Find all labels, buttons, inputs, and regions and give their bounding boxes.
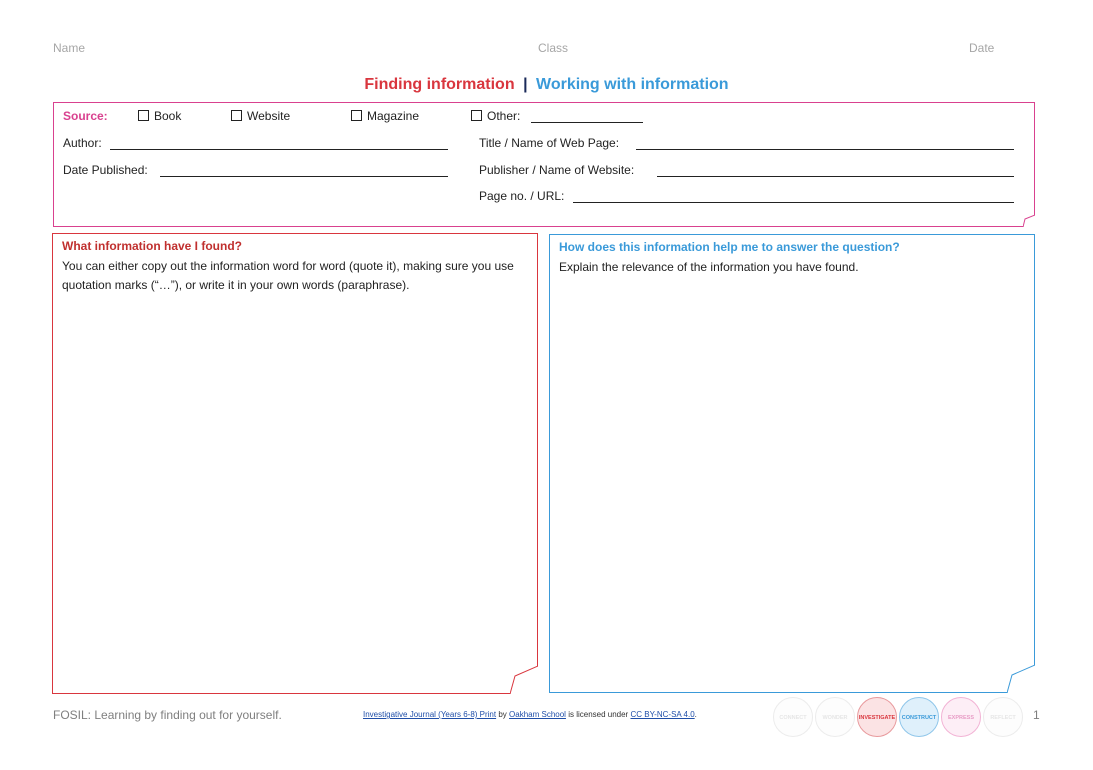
magazine-checkbox[interactable] xyxy=(351,110,362,121)
other-input-line[interactable] xyxy=(531,122,643,123)
website-checkbox[interactable] xyxy=(231,110,242,121)
found-panel-title: What information have I found? xyxy=(62,239,242,253)
stage-connect-circle: CONNECT xyxy=(773,697,813,737)
other-checkbox[interactable] xyxy=(471,110,482,121)
date-published-input-line[interactable] xyxy=(160,176,448,177)
stage-express-circle: EXPRESS xyxy=(941,697,981,737)
license-mid: is licensed under xyxy=(568,710,629,719)
license-end: . xyxy=(694,710,697,719)
author-input-line[interactable] xyxy=(110,149,448,150)
other-label: Other: xyxy=(487,109,521,123)
title-web-page-input-line[interactable] xyxy=(636,149,1014,150)
date-label: Date xyxy=(969,41,995,55)
stage-construct-circle: CONSTRUCT xyxy=(899,697,939,737)
cc-license-link[interactable]: CC BY-NC-SA 4.0 xyxy=(630,710,695,719)
publisher-label: Publisher / Name of Website: xyxy=(479,163,635,177)
name-label: Name xyxy=(53,41,86,55)
page-number: 1 xyxy=(1033,708,1040,722)
class-label: Class xyxy=(538,41,569,55)
author-label: Author: xyxy=(63,136,102,150)
title-separator: | xyxy=(523,76,528,93)
page-fold-icon xyxy=(510,666,538,694)
source-label: Source: xyxy=(63,109,108,123)
date-published-label: Date Published: xyxy=(63,163,148,177)
title-finding: Finding information xyxy=(364,76,515,93)
book-checkbox[interactable] xyxy=(138,110,149,121)
book-label: Book xyxy=(154,109,182,123)
title-working: Working with information xyxy=(536,76,729,93)
help-panel-instructions: Explain the relevance of the information you have found. xyxy=(559,260,859,274)
magazine-label: Magazine xyxy=(367,109,420,123)
footer-tagline: FOSIL: Learning by finding out for yourself. xyxy=(53,708,282,722)
page-title xyxy=(0,76,1093,94)
oakham-school-link[interactable]: Oakham School xyxy=(509,710,566,719)
found-panel-instructions: You can either copy out the information word for word (quote it), making sure you use quotation marks (“…”), or write it in your own words (paraphrase). xyxy=(62,259,514,292)
license-by: by xyxy=(498,710,507,719)
page-url-label: Page no. / URL: xyxy=(479,189,565,203)
journal-link[interactable]: Investigative Journal (Years 6-8) Print xyxy=(363,710,497,719)
found-panel[interactable] xyxy=(52,233,538,694)
page-fold-icon xyxy=(1007,665,1035,693)
stage-wonder-circle: WONDER xyxy=(815,697,855,737)
help-panel-title: How does this information help me to answer the question? xyxy=(559,240,900,254)
title-web-page-label: Title / Name of Web Page: xyxy=(479,136,620,150)
source-box xyxy=(53,102,1035,227)
page-url-input-line[interactable] xyxy=(573,202,1014,203)
help-panel[interactable] xyxy=(549,234,1035,693)
stage-investigate-circle: INVESTIGATE xyxy=(857,697,897,737)
publisher-input-line[interactable] xyxy=(657,176,1014,177)
stage-reflect-circle: REFLECT xyxy=(983,697,1023,737)
website-label: Website xyxy=(247,109,291,123)
license-notice xyxy=(363,710,697,719)
page-fold-icon xyxy=(1023,215,1035,227)
